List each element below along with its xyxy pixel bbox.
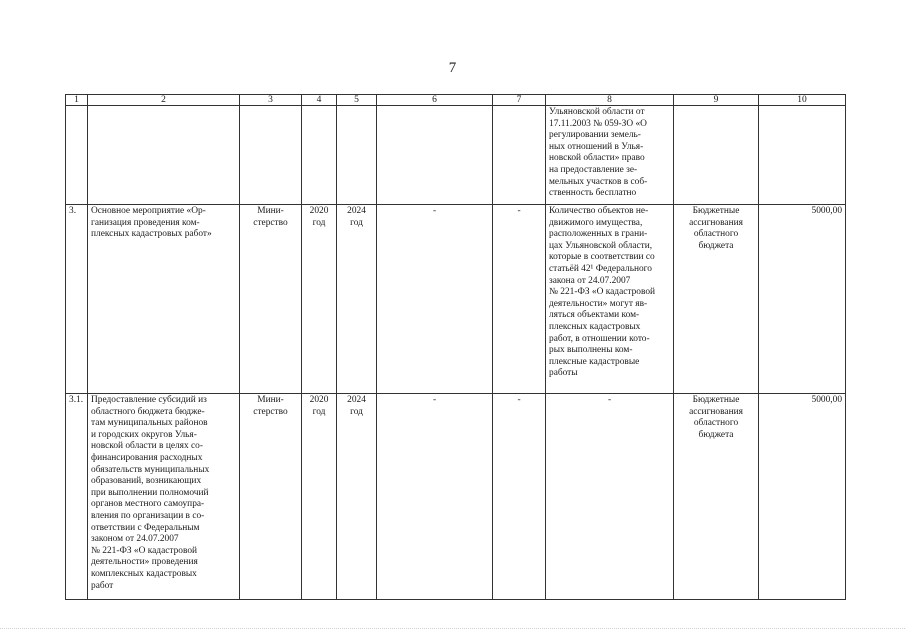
column-6: - [377,394,493,600]
measure-name: Предоставление субсидий из областного бюджета бюдже- там муниципальных районов и городских округов Улья- новской области в целях со- финансирования расходных обязательств муниципальных образований, возникающих при выполнении полномочий органов местного самоупра- вления по организации в со- ответствии с Федеральным законом от 24.07.2007 № 221-ФЗ «О кадастровой деятельности» проведения комплексных кадастровых работ [88,394,240,600]
header-cell: 9 [674,95,759,106]
measure-name [88,106,240,205]
table-row [66,205,846,394]
column-6: - [377,205,493,394]
executor: Мини- стерство [240,394,302,600]
row-number [66,106,88,205]
executor [240,106,302,205]
funding-source [674,106,759,205]
indicator: Количество объектов не- движимого имущества, расположенных в грани- цах Ульяновской области, которые в соответствии со статьёй 42¹ Федерального закона от 24.07.2007 № 221-ФЗ «О кадастровой деятельности» могут яв- ляться объектами ком- плексных кадастровых работ, в отношении кото- рых выполнены ком- плексные кадастровые работы [546,205,674,394]
header-cell: 8 [546,95,674,106]
table-row [66,394,846,600]
header-cell: 2 [88,95,240,106]
header-cell: 5 [337,95,377,106]
header-cell: 7 [493,95,546,106]
row-number: 3. [66,205,88,394]
program-table [65,94,846,600]
funding-source: Бюджетные ассигнования областного бюджета [674,205,759,394]
measure-name: Основное мероприятие «Ор- ганизация проведения ком- плексных кадастровых работ» [88,205,240,394]
end-year [337,106,377,205]
row-number: 3.1. [66,394,88,600]
header-cell: 10 [759,95,846,106]
funding-amount: 5000,00 [759,394,846,600]
end-year: 2024 год [337,394,377,600]
start-year: 2020 год [302,394,337,600]
end-year: 2024 год [337,205,377,394]
column-7: - [493,394,546,600]
header-cell: 4 [302,95,337,106]
executor: Мини- стерство [240,205,302,394]
column-6 [377,106,493,205]
start-year: 2020 год [302,205,337,394]
header-cell: 6 [377,95,493,106]
funding-amount [759,106,846,205]
start-year [302,106,337,205]
column-7: - [493,205,546,394]
header-cell: 1 [66,95,88,106]
indicator: Ульяновской области от 17.11.2003 № 059-ЗО «О регулировании земель- ных отношений в Улья- новской области» право на предоставление зе- мельных участков в соб- ственность бесплатно [546,106,674,205]
header-cell: 3 [240,95,302,106]
table-row [66,106,846,205]
header-row [66,95,846,106]
indicator: - [546,394,674,600]
funding-amount: 5000,00 [759,205,846,394]
scan-artifact-line [0,628,905,633]
column-7 [493,106,546,205]
page-number: 7 [448,60,457,76]
funding-source: Бюджетные ассигнования областного бюджета [674,394,759,600]
